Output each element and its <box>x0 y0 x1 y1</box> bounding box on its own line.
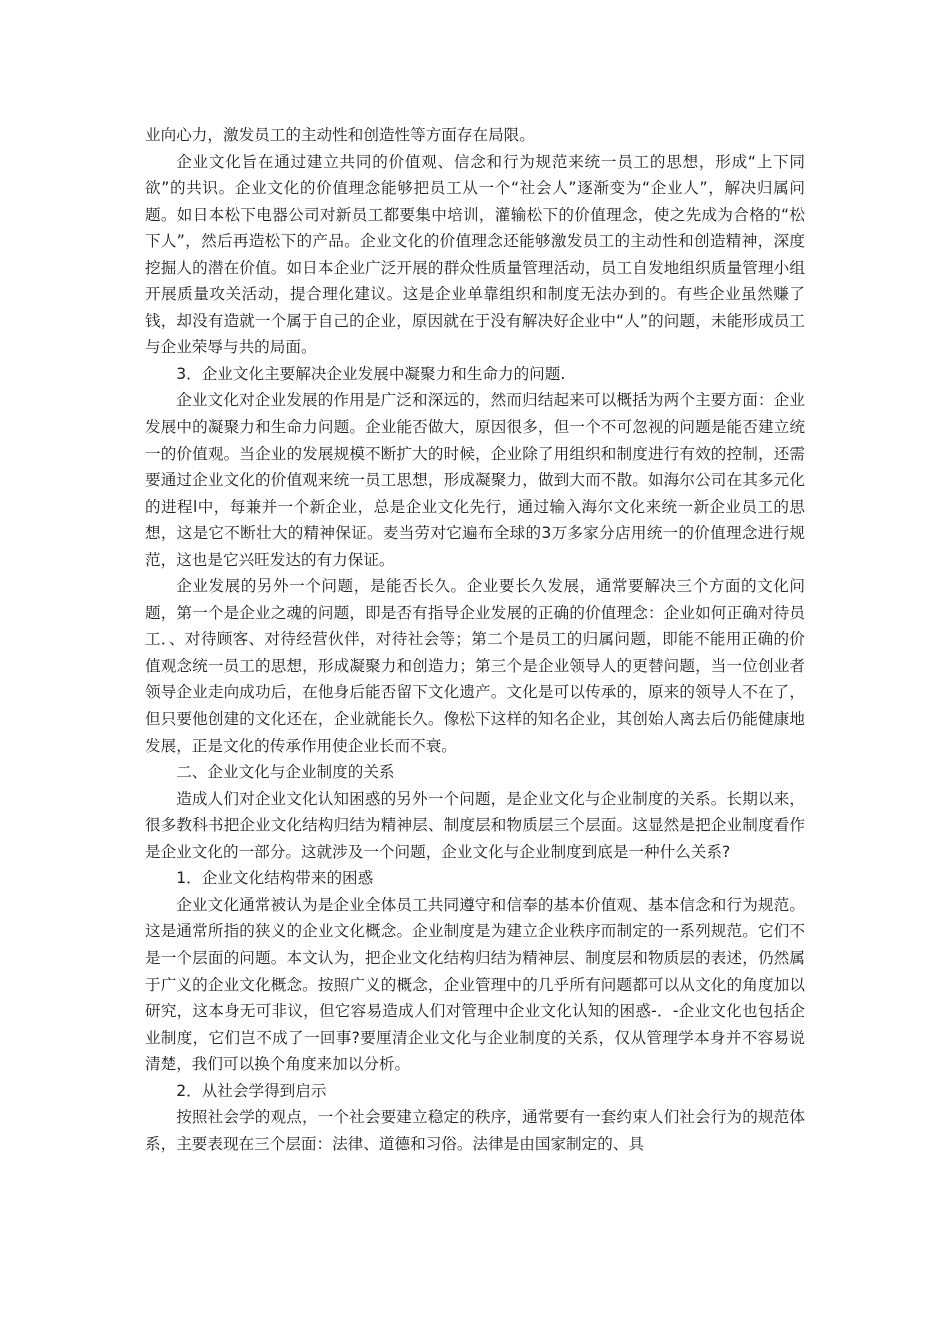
section-heading-2: 2．从社会学得到启示 <box>176 1081 327 1100</box>
paragraph-sociology: 按照社会学的观点，一个社会要建立稳定的秩序，通常要有一套约束人们社会行为的规范体系，主要表现在三个层面：法律、道德和习俗。法律是由国家制定的、具 <box>145 1108 805 1153</box>
paragraph-corporate-culture-values: 企业文化旨在通过建立共同的价值观、信念和行为规范来统一员工的思想，形成“上下同欲”的共识。企业文化的价值理念能够把员工从一个“社会人”逐渐变为“企业人”，解决归属问题。如日本松下电器公司对新员工都要集中培训，灌输松下的价值理念，使之先成为合格的“松下人”，然后再造松下的产品。企业文化的价值理念还能够激发员工的主动性和创造精神，深度挖掘人的潜在价值。如日本企业广泛开展的群众性质量管理活动，员工自发地组织质量管理小组开展质量攻关活动，提合理化建议。这是企业单靠组织和制度无法办到的。有些企业虽然赚了钱，却没有造就一个属于自己的企业，原因就在于没有解决好企业中“人”的问题，未能形成员工与企业荣辱与共的局面。 <box>145 152 805 357</box>
section-heading-3: 3．企业文化主要解决企业发展中凝聚力和生命力的问题. <box>176 364 566 383</box>
document-body <box>145 122 805 1157</box>
paragraph-structure-confusion: 企业文化通常被认为是企业全体员工共同遵守和信奉的基本价值观、基本信念和行为规范。这是通常所指的狭义的企业文化概念。企业制度是为建立企业秩序而制定的一系列规范。它们不是一个层面的问题。本文认为，把企业文化结构归结为精神层、制度层和物质层的表述，仍然属于广义的企业文化概念。按照广义的概念，企业管理中的几乎所有问题都可以从文化的角度加以研究，这本身无可非议，但它容易造成人们对管理中企业文化认知的困惑-．-企业文化也包括企业制度，它们岂不成了一回事?要厘清企业文化与企业制度的关系，仅从管理学本身并不容易说清楚，我们可以换个角度来加以分析。 <box>145 895 805 1074</box>
paragraph-continuation: 业向心力，激发员工的主动性和创造性等方面存在局限。 <box>145 126 535 144</box>
paragraph-longevity: 企业发展的另外一个问题，是能否长久。企业要长久发展，通常要解决三个方面的文化问题，第一个是企业之魂的问题，即是否有指导企业发展的正确的价值理念：企业如何正确对待员工．、对待顾客、对待经营伙伴，对待社会等；第二个是员工的归属问题，即能不能用正确的价值观念统一员工的思想，形成凝聚力和创造力；第三个是企业领导人的更替问题，当一位创业者领导企业走向成功后，在他身后能否留下文化遗产。文化是可以传承的，原来的领导人不在了，但只要他创建的文化还在，企业就能长久。像松下这样的知名企业，其创始人离去后仍能健康地发展，正是文化的传承作用使企业长而不衰。 <box>145 577 805 755</box>
section-heading-1: 1．企业文化结构带来的困惑 <box>176 869 374 888</box>
paragraph-cohesion-vitality: 企业文化对企业发展的作用是广泛和深远的，然而归结起来可以概括为两个主要方面：企业发展中的凝聚力和生命力问题。企业能否做大，原因很多，但一个不可忽视的问题是能否建立统一的价值观。当企业的发展规模不断扩大的时候，企业除了用组织和制度进行有效的控制，还需要通过企业文化的价值观来统一员工思想，形成凝聚力，做到大而不散。如海尔公司在其多元化的进程l中，每兼并一个新企业，总是企业文化先行，通过输入海尔文化来统一新企业员工的思想，这是它不断壮大的精神保证。麦当劳对它遍布全球的3万多家分店用统一的价值理念进行规范，这也是它兴旺发达的有力保证。 <box>145 391 805 569</box>
paragraph-culture-vs-system: 造成人们对企业文化认知困惑的另外一个问题，是企业文化与企业制度的关系。长期以来，很多教科书把企业文化结构归结为精神层、制度层和物质层三个层面。这显然是把企业制度看作是企业文化的一部分。这就涉及一个问题，企业文化与企业制度到底是一种什么关系? <box>145 789 805 861</box>
chapter-heading-2: 二、企业文化与企业制度的关系 <box>176 763 395 782</box>
